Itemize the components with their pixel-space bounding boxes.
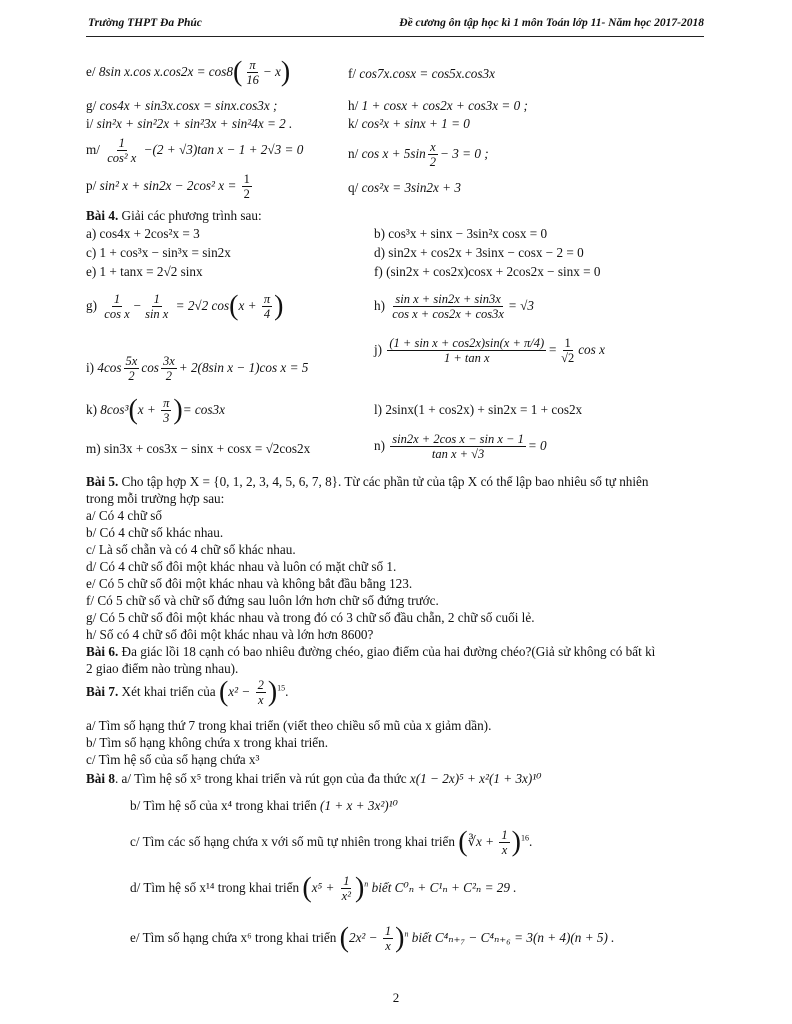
bai5-item-c: c/ Là số chẵn và có 4 chữ số khác nhau. <box>86 542 296 557</box>
eq-k: k/ cos²x + sinx + 1 = 0 <box>348 116 470 131</box>
page-header <box>86 14 704 37</box>
bai4-k: k) 8cos³(x + $\frac{\pi}{3}$ )= cos3x <box>86 394 225 426</box>
bai5-item-d: d/ Có 4 chữ số đôi một khác nhau và luôn có mặt chữ số 1. <box>86 559 397 574</box>
bai7-a: a/ Tìm số hạng thứ 7 trong khai triển (viết theo chiều số mũ của x giảm dần). <box>86 718 492 733</box>
eq-m: m/ $\frac{1}{\text{cos² x}}$ −(2 + √3)tan x − 1 + 2√3 = 0 <box>86 136 304 166</box>
bai4-f: f) (sin2x + cos2x)cosx + 2cos2x − sinx = 0 <box>374 264 601 279</box>
bai5-item-a: a/ Có 4 chữ số <box>86 508 163 523</box>
eq-g: g/ cos4x + sin3x.cosx = sinx.cos3x ; <box>86 98 278 113</box>
bai5-item-h: h/ Số có 4 chữ số đôi một khác nhau và lớn hơn 8600? <box>86 627 374 642</box>
bai8-e: e/ Tìm số hạng chứa x⁶ trong khai triển (2x² − $\frac{1}{x}$ )$^n$ biết C⁴ₙ₊₇ − C⁴ₙ₊₆ = 3(n + 4)(n + 5) . <box>130 922 615 954</box>
bai5-intro-2: trong mỗi trường hợp sau: <box>86 491 225 506</box>
bai5-item-f: f/ Có 5 chữ số và chữ số đứng sau luôn lớn hơn chữ số đứng trước. <box>86 593 439 608</box>
eq-h: h/ 1 + cosx + cos2x + cos3x = 0 ; <box>348 98 528 113</box>
bai4-c: c) 1 + cos³x − sin³x = sin2x <box>86 245 231 260</box>
bai4-m: m) sin3x + cos3x − sinx + cosx = √2cos2x <box>86 441 311 456</box>
eq-q: q/ cos²x = 3sin2x + 3 <box>348 180 461 195</box>
eq-e: e/ 8sin x.cos x.cos2x = cos8( $\frac{\pi}{16}$ − x) <box>86 56 291 88</box>
page-number: 2 <box>392 990 400 1005</box>
bai5-intro: Bài 5. Cho tập hợp X = {0, 1, 2, 3, 4, 5, 6, 7, 8}. Từ các phần tử của tập X có thể lập bao nhiêu số tự nhiên <box>86 474 649 489</box>
document-title: Đề cương ôn tập học kì 1 môn Toán lớp 11- Năm học 2017-2018 <box>399 17 704 29</box>
bai8-c: c/ Tìm các số hạng chứa x với số mũ tự nhiên trong khai triển (∛x + $\frac{1}{x}$ )$^{16}$. <box>130 826 533 858</box>
bai7-c: c/ Tìm hệ số của số hạng chứa x³ <box>86 752 260 767</box>
bai7-b: b/ Tìm số hạng không chứa x trong khai triển. <box>86 735 329 750</box>
bai4-d: d) sin2x + cos2x + 3sinx − cosx − 2 = 0 <box>374 245 584 260</box>
bai4-b: b) cos³x + sinx − 3sin²x cosx = 0 <box>374 226 548 241</box>
bai5-item-g: g/ Có 5 chữ số đôi một khác nhau và trong đó có 3 chữ số đầu chẵn, 2 chữ số cuối lẻ. <box>86 610 535 625</box>
bai4-j: j) $\frac{\text{(1 + sin x + cos2x)sin(x + π/4)}}{\text{1 + tan x}}$ = $\frac{1}{√2}$ cos x <box>374 336 605 366</box>
bai8-d: d/ Tìm hệ số x¹⁴ trong khai triển (x⁵ + $\frac{1}{\text{x²}}$ )$^n$ biết C⁰ₙ + C¹ₙ + C²ₙ = 29 . <box>130 872 517 904</box>
eq-p: p/ sin² x + sin2x − 2cos² x = $\frac{1}{2}$ <box>86 172 250 202</box>
bai4-i: i) 4cos $\frac{5x}{2}$ cos $\frac{3x}{2}$ + 2(8sin x − 1)cos x = 5 <box>86 354 309 384</box>
eq-n: n/ cos x + 5sin $\frac{x}{2}$ − 3 = 0 ; <box>348 140 489 170</box>
bai6-text: Bài 6. Đa giác lồi 18 cạnh có bao nhiêu đường chéo, giao điểm của hai đường chéo?(Giả sử không có bất kì <box>86 644 656 659</box>
eq-i: i/ sin²x + sin²2x + sin²3x + sin²4x = 2 . <box>86 116 293 131</box>
school-name: Trường THPT Đa Phúc <box>88 17 202 29</box>
bai4-e: e) 1 + tanx = 2√2 sinx <box>86 264 203 279</box>
bai7-heading: Bài 7. Xét khai triển của (x² − $\frac{2}{x}$ )$^{15}$. <box>86 676 289 708</box>
bai4-a: a) cos4x + 2cos²x = 3 <box>86 226 200 241</box>
bai5-item-e: e/ Có 5 chữ số đôi một khác nhau và không bắt đầu bằng 123. <box>86 576 413 591</box>
bai4-n: n) $\frac{\text{sin2x + 2cos x − sin x − 1}}{\text{tan x + √3}}$ = 0 <box>374 432 547 462</box>
eq-f: f/ cos7x.cosx = cos5x.cos3x <box>348 66 495 81</box>
bai8-b: b/ Tìm hệ số của x⁴ trong khai triển (1 + x + 3x²)¹⁰ <box>130 798 398 813</box>
bai6-text-2: 2 giao điểm nào trùng nhau). <box>86 661 239 676</box>
bai4-l: l) 2sinx(1 + cos2x) + sin2x = 1 + cos2x <box>374 402 583 417</box>
bai4-g: g) $\frac{1}{\text{cos x}}$ − $\frac{1}{\text{sin x}}$ = 2√2 cos(x + $\frac{\pi}{4}$ ) <box>86 290 284 322</box>
bai4-h: h) $\frac{\text{sin x + sin2x + sin3x}}{\text{cos x + cos2x + cos3x}}$ = √3 <box>374 292 534 322</box>
bai8-a: Bài 8. a/ Tìm hệ số x⁵ trong khai triển và rút gọn của đa thức x(1 − 2x)⁵ + x²(1 + 3x)¹⁰ <box>86 771 542 786</box>
bai5-item-b: b/ Có 4 chữ số khác nhau. <box>86 525 224 540</box>
bai4-heading: Bài 4. Giải các phương trình sau: <box>86 208 262 223</box>
